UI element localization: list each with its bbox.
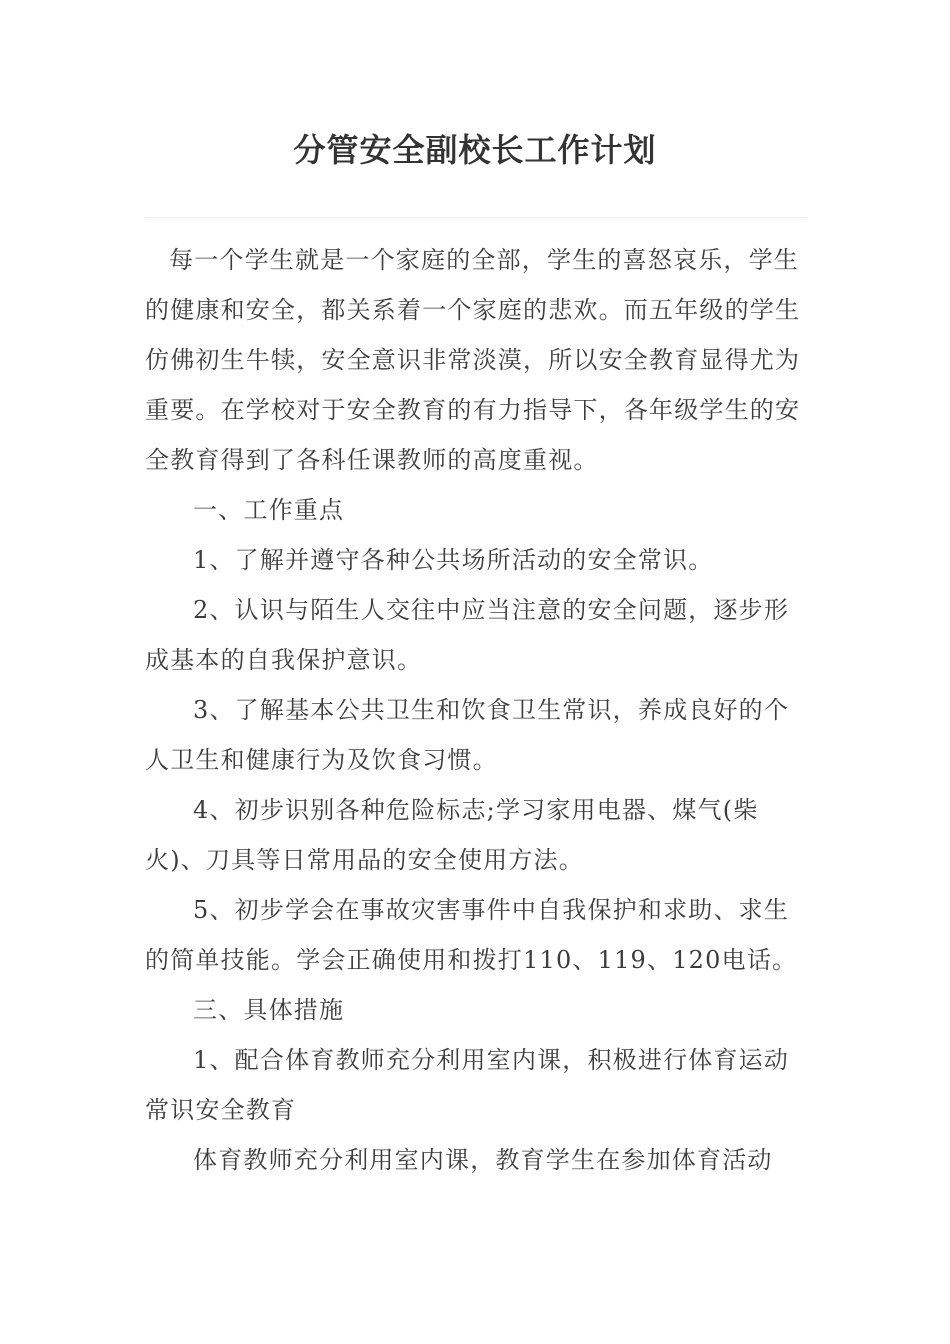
section-heading-work-focus: 一、工作重点 [193, 496, 345, 524]
paragraph-item: 2、认识与陌生人交往中应当注意的安全问题，逐步形成基本的自我保护意识。 [145, 596, 790, 674]
paragraph-item: 3、了解基本公共卫生和饮食卫生常识，养成良好的个人卫生和健康行为及饮食习惯。 [145, 696, 790, 774]
title-divider [145, 217, 807, 218]
paragraph-intro: 每一个学生就是一个家庭的全部，学生的喜怒哀乐，学生的健康和安全，都关系着一个家庭的悲欢。而五年级的学生仿佛初生牛犊，安全意识非常淡漠，所以安全教育显得尤为重要。在学校对于安全教育的有力指导下，各年级学生的安全教育得到了各科任课教师的高度重视。 [145, 246, 801, 474]
paragraph-item: 5、初步学会在事故灾害事件中自我保护和求助、求生的简单技能。学会正确使用和拨打110、119、120电话。 [145, 896, 798, 974]
paragraph-item: 4、初步识别各种危险标志;学习家用电器、煤气(柴火)、刀具等日常用品的安全使用方法。 [145, 796, 759, 874]
document-body [145, 235, 810, 1185]
paragraph-item: 体育教师充分利用室内课，教育学生在参加体育活动 [193, 1146, 773, 1174]
paragraph-item: 1、配合体育教师充分利用室内课，积极进行体育运动常识安全教育 [145, 1046, 790, 1124]
document-title: 分管安全副校长工作计划 [293, 131, 657, 169]
paragraph-item: 1、了解并遵守各种公共场所活动的安全常识。 [193, 546, 714, 574]
section-heading-measures: 三、具体措施 [193, 996, 345, 1024]
